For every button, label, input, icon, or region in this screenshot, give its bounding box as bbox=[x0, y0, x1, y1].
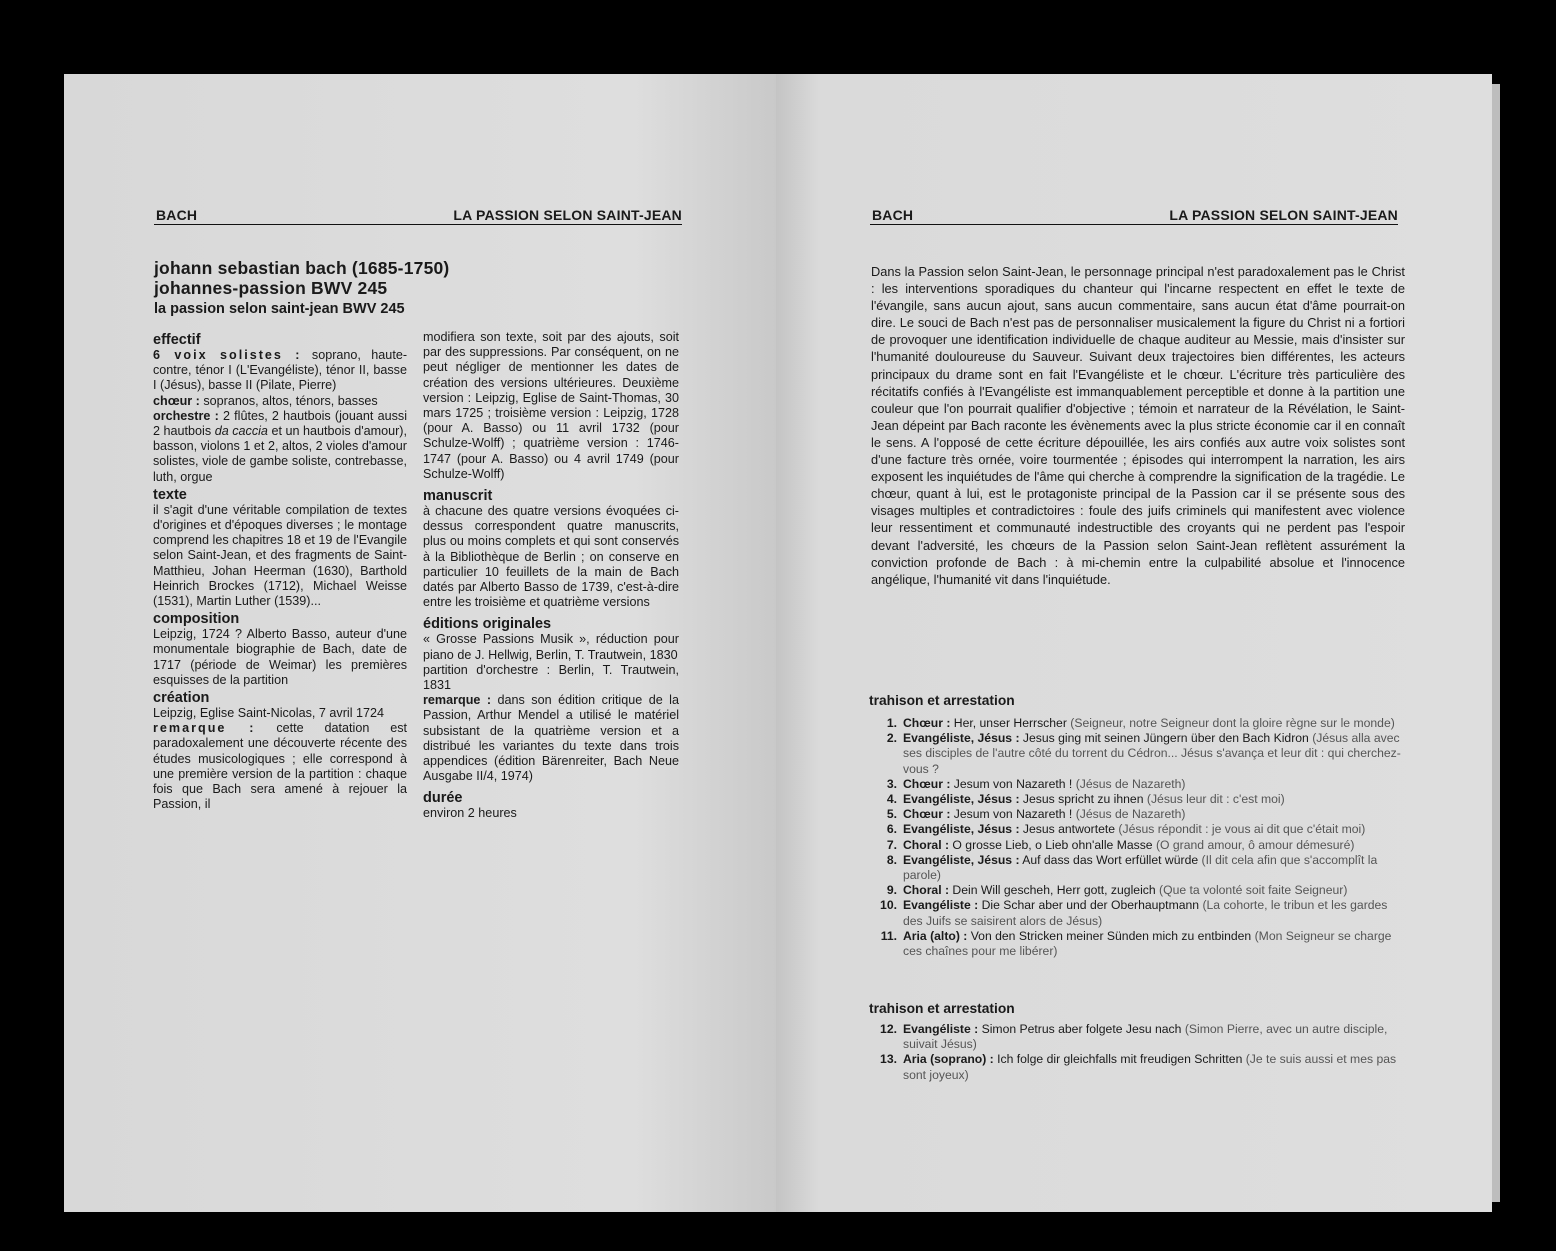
item-performer: Aria (alto) : bbox=[903, 928, 968, 943]
header-title: LA PASSION SELON SAINT-JEAN bbox=[1169, 207, 1398, 223]
item-german-text: Dein Will gescheh, Herr gott, zugleich bbox=[949, 883, 1156, 898]
editions-remarque bbox=[423, 693, 679, 784]
list-item bbox=[869, 731, 1407, 777]
item-performer: Chœur : bbox=[903, 716, 951, 730]
texte-heading: texte bbox=[153, 486, 187, 503]
right-column bbox=[423, 330, 679, 822]
item-text bbox=[903, 898, 1407, 928]
item-text bbox=[903, 777, 1407, 792]
item-text bbox=[903, 838, 1407, 853]
item-performer: Evangéliste, Jésus : bbox=[903, 822, 1020, 837]
effectif-choeur bbox=[153, 394, 407, 409]
duree-heading: durée bbox=[423, 790, 463, 807]
item-german-text: O grosse Lieb, o Lieb ohn'alle Masse bbox=[949, 837, 1153, 852]
item-text bbox=[903, 883, 1407, 898]
item-german-text: Jesum von Nazareth ! bbox=[950, 807, 1073, 822]
effectif-heading: effectif bbox=[153, 332, 201, 348]
work-title-block bbox=[154, 258, 694, 319]
composition-heading: composition bbox=[153, 611, 240, 628]
item-performer: Chœur : bbox=[903, 807, 951, 822]
header-composer: BACH bbox=[872, 207, 914, 223]
item-french-text: (O grand amour, ô amour démesuré) bbox=[1152, 837, 1355, 852]
item-french-text: (Mon Seigneur se charge ces chaînes pour me libérer) bbox=[903, 928, 1392, 959]
list-item bbox=[869, 777, 1407, 792]
item-french-text: (Jésus de Nazareth) bbox=[1072, 776, 1186, 791]
item-text bbox=[903, 822, 1407, 837]
item-performer: Chœur : bbox=[903, 776, 951, 791]
effectif-orchestre bbox=[153, 409, 407, 485]
item-number: 3. bbox=[886, 776, 897, 791]
item-french-text: (Jésus répondit : je vous ai dit que c'était moi) bbox=[1115, 822, 1366, 837]
item-german-text: Jesum von Nazareth ! bbox=[950, 776, 1073, 791]
item-performer: Evangéliste, Jésus : bbox=[903, 852, 1020, 867]
item-text bbox=[903, 929, 1407, 959]
item-number: 12. bbox=[880, 1022, 897, 1036]
editions-body-2: partition d'orchestre : Berlin, T. Trautwein, 1831 bbox=[423, 662, 679, 693]
item-number: 11. bbox=[880, 928, 897, 943]
item-text bbox=[903, 731, 1407, 777]
list-item bbox=[869, 929, 1407, 959]
item-text bbox=[903, 716, 1407, 731]
composition-body: Leipzig, 1724 ? Alberto Basso, auteur d'une monumentale biographie de Bach, date de 1717 (période de Weimar) les premières esquisses de la partition bbox=[153, 627, 407, 687]
editions-body-1: « Grosse Passions Musik », réduction pour piano de J. Hellwig, Berlin, T. Trautwein, 1830 bbox=[423, 632, 679, 662]
list-item bbox=[869, 1022, 1407, 1052]
track-list-2 bbox=[869, 1022, 1407, 1083]
item-german-text: Von den Stricken meiner Sünden mich zu entbinden bbox=[967, 928, 1252, 943]
section-heading-2: trahison et arrestation bbox=[869, 1001, 1015, 1016]
orchestre-label: orchestre : bbox=[153, 408, 219, 423]
manuscrit-body: à chacune des quatre versions évoquées ci-dessus correspondent quatre manuscrits, plus ou moins complets et qui sont conservés à la Bibliothèque de Berlin ; on conserve en particulier 10 feuillets de la main de Bach datés par Alberto Basso de 1739, c'est-à-dire entre les troisième et quatrième versions bbox=[423, 504, 679, 610]
work-subtitle: la passion selon saint-jean BWV 245 bbox=[154, 301, 405, 317]
choeur-label: chœur : bbox=[153, 393, 200, 408]
page-edge bbox=[1492, 84, 1500, 1202]
item-performer: Evangéliste, Jésus : bbox=[903, 792, 1020, 807]
list-item bbox=[869, 716, 1407, 731]
item-text bbox=[903, 1022, 1407, 1052]
item-performer: Evangéliste, Jésus : bbox=[903, 731, 1020, 746]
header-title: LA PASSION SELON SAINT-JEAN bbox=[453, 207, 682, 223]
item-french-text: (Il dit cela afin que s'accomplît la parole) bbox=[903, 852, 1378, 883]
item-performer: Evangéliste : bbox=[903, 1022, 979, 1036]
item-german-text: Jesus ging mit seinen Jüngern über den Bach Kidron bbox=[1019, 731, 1309, 746]
right-page bbox=[776, 74, 1492, 1212]
orchestre-text-a: 2 flûtes, 2 hautbois (jouant aussi 2 hautbois bbox=[153, 408, 408, 439]
left-page bbox=[64, 74, 776, 1212]
item-french-text: (Jésus de Nazareth) bbox=[1072, 807, 1186, 822]
left-page-header bbox=[154, 204, 682, 225]
item-french-text: (Que ta volonté soit faite Seigneur) bbox=[1155, 883, 1348, 898]
list-item bbox=[869, 792, 1407, 807]
item-french-text: (Jésus leur dit : c'est moi) bbox=[1143, 792, 1285, 807]
item-performer: Evangéliste : bbox=[903, 898, 979, 913]
item-german-text: Her, unser Herrscher bbox=[950, 716, 1067, 730]
orchestre-text-b: et un hautbois d'amour), basson, violons 1 et 2, altos, 2 violes d'amour solistes, viole de gambe soliste, contrebasse, luth, orgue bbox=[153, 424, 407, 484]
item-text bbox=[903, 1052, 1407, 1082]
item-french-text: (La cohorte, le tribun et les gardes des Juifs se saisirent alors de Jésus) bbox=[903, 898, 1388, 928]
section-heading-1: trahison et arrestation bbox=[869, 693, 1015, 708]
list-item bbox=[869, 1052, 1407, 1082]
item-text bbox=[903, 807, 1407, 822]
texte-body: il s'agit d'une véritable compilation de textes d'origines et d'époques diverses ; le montage comprend les chapitres 18 et 19 de l'Evangile selon Saint-Jean, et des fragments de Saint-Matthieu, Johan Heerman (1630), Barthold Heinrich Brockes (1712), Michael Weisse (1531), Martin Luther (1539)... bbox=[153, 502, 407, 609]
item-german-text: Simon Petrus aber folgete Jesu nach bbox=[978, 1022, 1182, 1036]
item-number: 10. bbox=[880, 898, 897, 913]
item-number: 13. bbox=[880, 1052, 897, 1067]
item-number: 6. bbox=[886, 822, 897, 837]
item-number: 5. bbox=[886, 807, 897, 822]
creation-body: Leipzig, Eglise Saint-Nicolas, 7 avril 1724 bbox=[153, 706, 385, 721]
manuscrit-heading: manuscrit bbox=[423, 488, 493, 505]
item-german-text: Jesus antwortete bbox=[1019, 822, 1116, 837]
right-page-header bbox=[870, 204, 1398, 225]
item-number: 9. bbox=[886, 883, 897, 898]
item-number: 4. bbox=[886, 792, 897, 807]
voix-text: soprano, haute-contre, ténor I (L'Evangéliste), ténor II, basse I (Jésus), basse II (Pilate, Pierre) bbox=[153, 348, 408, 393]
remarque-text: cette datation est paradoxalement une découverte récente des études musicologiques ; elle correspond à une première version de la partition : chaque fois que Bach sera amené à rejouer la Passion, il bbox=[153, 721, 407, 812]
creation-remarque bbox=[153, 721, 407, 812]
work-title: johannes-passion BWV 245 bbox=[154, 278, 388, 298]
item-text bbox=[903, 853, 1407, 883]
item-german-text: Die Schar aber und der Oberhauptmann bbox=[978, 898, 1200, 913]
item-performer: Choral : bbox=[903, 837, 950, 852]
composer-title: johann sebastian bach (1685-1750) bbox=[154, 258, 450, 278]
left-column bbox=[153, 330, 407, 812]
item-french-text: (Seigneur, notre Seigneur dont la gloire règne sur le monde) bbox=[1066, 716, 1395, 730]
list-item bbox=[869, 822, 1407, 837]
item-french-text: (Simon Pierre, avec un autre disciple, suivait Jésus) bbox=[903, 1022, 1388, 1052]
choeur-text: sopranos, altos, ténors, basses bbox=[199, 393, 378, 408]
duree-body: environ 2 heures bbox=[423, 806, 517, 821]
item-performer: Choral : bbox=[903, 883, 950, 898]
item-performer: Aria (soprano) : bbox=[903, 1052, 994, 1067]
item-number: 8. bbox=[886, 852, 897, 867]
header-composer: BACH bbox=[156, 207, 198, 223]
item-french-text: (Jésus alla avec ses disciples de l'autre côté du torrent du Cédron... Jésus s'avança et leur dit : qui cherchez-vous ? bbox=[903, 731, 1401, 776]
creation-heading: création bbox=[153, 690, 210, 707]
item-number: 2. bbox=[886, 731, 897, 746]
intro-paragraph: Dans la Passion selon Saint-Jean, le personnage principal n'est paradoxalement pas le Christ : les interventions sporadiques du chanteur qui l'incarne respectent en effet le texte de l'évangile, sans aucun ajout, sans aucun commentaire, sans aucun état d'âme pourrait-on dire. Le souci de Bach n'est pas de personnaliser musicalement la figure du Christ ni a fortiori de provoquer une identification individuelle de chaque auditeur au Messie, mais d'insister sur l'humanité douloureuse du Sauveur. Suivant deux trajectoires bien différentes, les acteurs principaux du drame sont en fait l'Evangéliste et le chœur. L'écriture très particulière des récitatifs confiés à l'Evangéliste est immanquablement perceptible et donne à la partition une couleur que l'on pourrait qualifier d'objective ; témoin et narrateur de la Révélation, le Saint-Jean dépeint par Bach raconte les évènements avec la plus stricte économie car il en connaît le sens. A l'opposé de cette écriture dépouillée, les airs confiés aux autre voix solistes sont d'une facture très ornée, voire tourmentée ; épisodes qui interrompent la narration, les airs exposent les inquiétudes de l'âme qui cherche à comprendre la signification de la tragédie. Le chœur, quant à lui, est le protagoniste principal de la Passion car il se présente sous des visages multiples et contradictoires : foule des juifs criminels qui manifestent avec violence leur ressentiment et communauté indestructible des croyants qui ne perdent pas l'espoir devant l'adversité, les chœurs de la Passion selon Saint-Jean reflètent assurément la conviction profonde de Bach : à mi-chemin entre la culpabilité absolue et l'innocence angélique, l'humanité vit dans l'inquiétude. bbox=[871, 264, 1405, 587]
voix-label: 6 voix solistes : bbox=[153, 348, 302, 362]
editions-remarque-label: remarque : bbox=[423, 693, 492, 708]
item-number: 7. bbox=[886, 837, 897, 852]
item-text bbox=[903, 792, 1407, 807]
item-number: 1. bbox=[886, 716, 897, 730]
list-item bbox=[869, 898, 1407, 928]
editions-remarque-text: dans son édition critique de la Passion, Arthur Mendel a utilisé le matériel subsistant de la quatrième version et a distribué les variantes du texte dans trois appendices (édition Bärenreiter, Bach Neue Ausgabe II/4, 1974) bbox=[423, 693, 679, 784]
list-item bbox=[869, 853, 1407, 883]
item-french-text: (Je te suis aussi et mes pas sont joyeux) bbox=[903, 1052, 1397, 1082]
editions-heading: éditions originales bbox=[423, 616, 552, 633]
effectif-voix bbox=[153, 348, 407, 394]
orchestre-italic: da caccia bbox=[214, 424, 268, 439]
track-list-1 bbox=[869, 716, 1407, 959]
item-german-text: Jesus spricht zu ihnen bbox=[1019, 792, 1144, 807]
item-german-text: Auf dass das Wort erfüllet würde bbox=[1019, 852, 1199, 867]
creation-continuation: modifiera son texte, soit par des ajouts, soit par des suppressions. Par conséquent, on ne peut négliger de mentionner les dates de création des versions ultérieures. Deuxième version : Leipzig, Eglise de Saint-Thomas, 30 mars 1725 ; troisième version : Leipzig, 1728 (pour A. Basso) ou 11 avril 1732 (pour Schulze-Wolff) ; quatrième version : 1746-1747 (pour A. Basso) ou 4 avril 1749 (pour Schulze-Wolff) bbox=[423, 330, 679, 481]
list-item bbox=[869, 807, 1407, 822]
list-item bbox=[869, 838, 1407, 853]
remarque-label: remarque : bbox=[153, 721, 256, 736]
item-german-text: Ich folge dir gleichfalls mit freudigen Schritten bbox=[993, 1052, 1243, 1067]
booklet-spread bbox=[64, 74, 1492, 1212]
list-item bbox=[869, 883, 1407, 898]
